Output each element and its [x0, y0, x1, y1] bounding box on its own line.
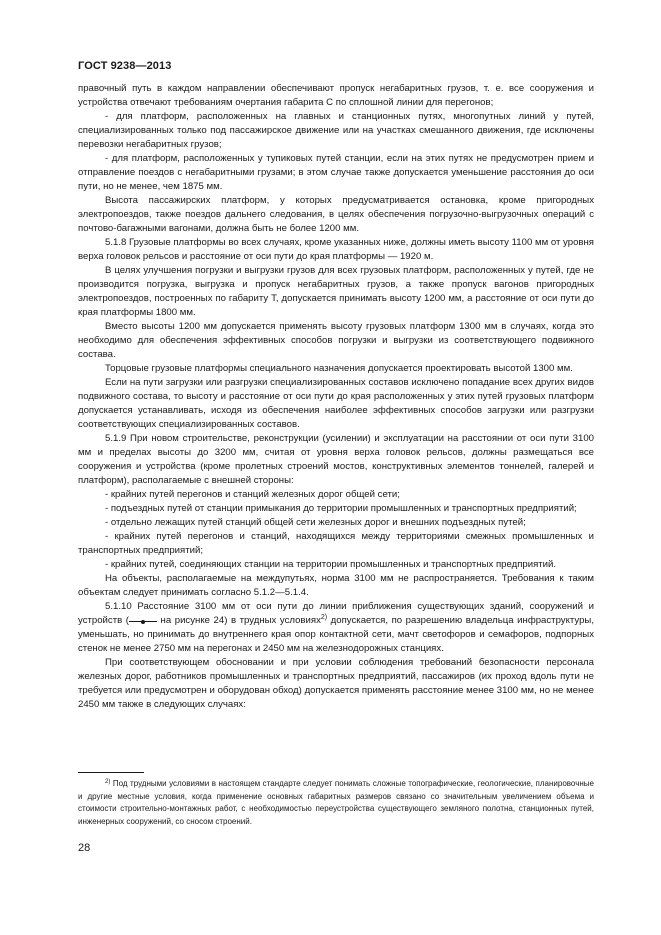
- clause-5-1-8: 5.1.8 Грузовые платформы во всех случаях, кроме указанных ниже, должны иметь высоту 1100 мм от уровня верха головок рельсов и расстояние от оси пути до края платформы — 1920 м.: [78, 237, 594, 262]
- list-item: - крайних путей перегонов и станций железных дорог общей сети;: [105, 489, 400, 500]
- clause-5-1-10: [78, 600, 594, 656]
- paragraph: Высота пассажирских платформ, у которых предусматривается остановка, кроме пригородных электропоездов, также поездов дальнего следования, в целях обеспечения погрузочно-выгрузочных операций с почтово-багажными вагонами, должна быть не более 1200 мм.: [78, 195, 594, 234]
- paragraph: При соответствующем обосновании и при условии соблюдения требований безопасности персонала железных дорог, работников промышленных и транспортных предприятий, пассажиров (их проход вдоль пути не требуется или предусмотрен и оборудован обход) допускается применять расстояние менее 3100 мм, но не менее 2450 мм также в следующих случаях:: [78, 657, 594, 710]
- clause-5-1-9: 5.1.9 При новом строительстве, реконструкции (усилении) и эксплуатации на расстоянии от оси пути 3100 мм и пределах высоты до 3200 мм, считая от уровня верха головок рельсов, должны размещаться все сооружения и устройства (кроме пролетных строений мостов, конструктивных элементов тоннелей, галерей и платформ), располагаемые с внешней стороны:: [78, 433, 594, 486]
- paragraph: В целях улучшения погрузки и выгрузки грузов для всех грузовых платформ, расположенных у путей, где не производится погрузка, выгрузка и пропуск негабаритных грузов, а также пропуск вагонов пригородных электропоездов, построенных по габариту Т, допускается принимать высоту 1200 мм, а расстояние от оси пути до края платформы 1800 мм.: [78, 265, 594, 318]
- document-header: ГОСТ 9238—2013: [78, 60, 172, 72]
- clause-text-middle: на рисунке 24) в трудных условиях: [156, 615, 321, 626]
- footnote-separator: [78, 772, 144, 773]
- paragraph: Торцовые грузовые платформы специального назначения допускается проектировать высотой 1300 мм.: [105, 363, 573, 374]
- body-text: [78, 82, 594, 712]
- approach-line-legend-icon: [129, 616, 157, 624]
- list-item: - для платформ, расположенных на главных и станционных путях, многопутных линий у путей, специализированных только под пассажирское движение или на участках смешанного движения, где исключены перевозки негабаритных грузов;: [78, 111, 594, 150]
- list-item: - крайних путей, соединяющих станции на территории промышленных и транспортных предприятий.: [105, 559, 557, 570]
- footnote-reference[interactable]: 2): [320, 614, 328, 621]
- list-item: - крайних путей перегонов и станций, находящихся между территориями смежных промышленных и транспортных предприятий;: [78, 531, 594, 556]
- footnote-body: Под трудными условиями в настоящем стандарте следует понимать сложные топографические, геологические, планировочные и другие местные условия, когда применение основных габаритных размеров связано со значительным увеличением объема и стоимости строительно-монтажных работ, с необходимостью переустройства существующего земляного полотна, станционных путей, инженерных сооружений, со сносом строений.: [78, 779, 594, 826]
- footnote: [78, 778, 594, 828]
- list-item: - подъездных путей от станции примыкания до территории промышленных и транспортных предприятий;: [105, 503, 577, 514]
- paragraph: правочный путь в каждом направлении обеспечивают пропуск негабаритных грузов, т. е. все сооружения и устройства отвечают требованиям очертания габарита С по сплошной линии для перегонов;: [78, 83, 594, 108]
- paragraph: На объекты, располагаемые на междупутьях, норма 3100 мм не распространяется. Требования к таким объектам следует принимать согласно 5.1.2—5.1.4.: [78, 573, 594, 598]
- footnote-text: [78, 778, 594, 828]
- list-item: - для платформ, расположенных у тупиковых путей станции, если на этих путях не предусмотрен прием и отправление поездов с негабаритными грузами; в этом случае также допускается уменьшение расстояния до оси пути, но не менее, чем 1875 мм.: [78, 153, 594, 192]
- clause-text-start: 5.1.10 Расстояние 3100 мм от оси пути до линии приближения существующих зданий, сооружений и устройств (: [78, 601, 594, 626]
- footnote-marker: 2): [105, 779, 111, 785]
- paragraph: Если на пути загрузки или разгрузки специализированных составов исключено попадание всех других видов подвижного состава, то высоту и расстояние от оси пути до края расположенных у этих путей грузовых платформ допускается устанавливать, исходя из обеспечения наиболее эффективных способов загрузки или разгрузки соответствующих специализированных составов.: [78, 377, 594, 430]
- paragraph: Вместо высоты 1200 мм допускается применять высоту грузовых платформ 1300 мм в случаях, когда это необходимо для обеспечения эффективных способов погрузки и выгрузки из соответствующего подвижного состава.: [78, 321, 594, 360]
- list-item: - отдельно лежащих путей станций общей сети железных дорог и внешних подъездных путей;: [105, 517, 526, 528]
- clause-text-end: допускается, по разрешению владельца инфраструктуры, уменьшать, но принимать до внутреннего края опор контактной сети, мачт светофоров и семафоров, подпорных стенок не менее 2750 мм на перегонах и 2450 мм на железнодорожных станциях.: [78, 615, 594, 654]
- page-number: 28: [78, 842, 91, 854]
